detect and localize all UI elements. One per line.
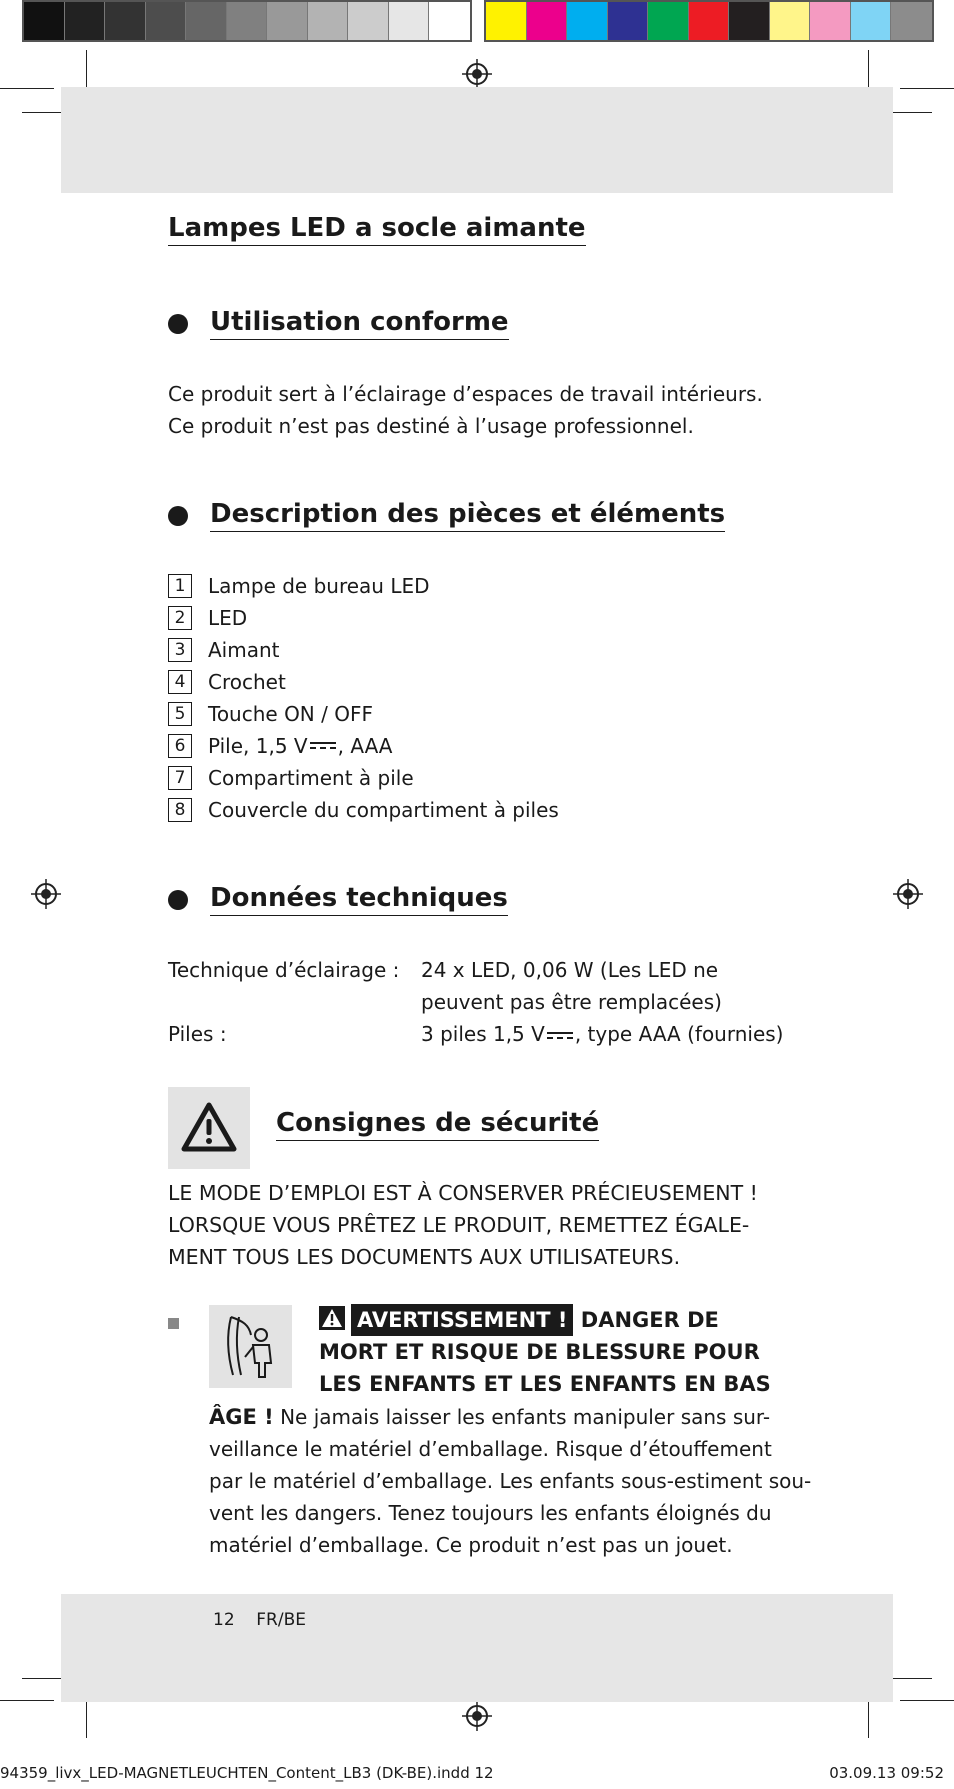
color-swatch	[24, 2, 65, 40]
crop-mark	[900, 88, 954, 89]
registration-mark-icon	[31, 879, 61, 909]
color-swatch	[608, 2, 649, 40]
spec-value	[421, 1018, 783, 1050]
grayscale-bar	[22, 0, 472, 42]
color-swatch	[308, 2, 349, 40]
warning-body-line: Ne jamais laisser les enfants manipuler sans sur-	[273, 1405, 771, 1429]
usage-line: Ce produit n’est pas destiné à l’usage professionnel.	[168, 414, 694, 438]
header-band	[61, 87, 893, 193]
safety-notice	[168, 1177, 758, 1273]
parts-list-item	[168, 762, 559, 794]
section-heading-usage	[168, 307, 509, 340]
dc-symbol-icon	[547, 1030, 573, 1042]
part-number: 8	[168, 798, 192, 822]
dc-symbol-icon	[310, 740, 336, 752]
warning-small-icon	[319, 1306, 345, 1330]
warning-text: MORT ET RISQUE DE BLESSURE POUR	[319, 1340, 760, 1364]
warning-body-line: veillance le matériel d’emballage. Risque d’étouffement	[209, 1437, 772, 1461]
warning-text: LES ENFANTS ET LES ENFANTS EN BAS	[319, 1372, 771, 1396]
part-label: Pile, 1,5 V	[208, 734, 308, 758]
part-label: Touche ON / OFF	[208, 702, 373, 726]
part-number: 2	[168, 606, 192, 630]
crop-mark	[0, 88, 54, 89]
part-number: 1	[168, 574, 192, 598]
part-label: Crochet	[208, 670, 286, 694]
color-swatch	[227, 2, 268, 40]
warning-body-line: par le matériel d’emballage. Les enfants sous-estiment sou-	[209, 1469, 812, 1493]
part-label-suffix: , AAA	[337, 734, 393, 758]
registration-mark-icon	[462, 1701, 492, 1731]
registration-mark-icon	[462, 59, 492, 89]
locale-label: FR/BE	[256, 1610, 306, 1630]
section-heading-text: Description des pièces et éléments	[210, 499, 725, 532]
part-number: 6	[168, 734, 192, 758]
spec-value: peuvent pas être remplacées)	[421, 990, 722, 1014]
part-label: Compartiment à pile	[208, 766, 414, 790]
tech-specs	[168, 954, 783, 1050]
part-number: 5	[168, 702, 192, 726]
part-label: Lampe de bureau LED	[208, 574, 430, 598]
spec-value: 24 x LED, 0,06 W (Les LED ne	[421, 958, 719, 982]
part-number: 3	[168, 638, 192, 662]
parts-list	[168, 570, 559, 826]
bullet-dot-icon	[168, 890, 188, 910]
child-hazard-icon	[209, 1305, 292, 1388]
part-label: Aimant	[208, 638, 280, 662]
color-swatch	[770, 2, 811, 40]
page-footer	[213, 1610, 306, 1630]
color-swatch	[65, 2, 106, 40]
spec-value-part: , type AAA (fournies)	[574, 1022, 784, 1046]
color-swatch	[105, 2, 146, 40]
usage-paragraph	[168, 378, 763, 442]
color-swatch	[648, 2, 689, 40]
part-label: LED	[208, 606, 248, 630]
warning-body	[209, 1401, 811, 1561]
color-swatch	[348, 2, 389, 40]
color-swatch	[851, 2, 892, 40]
warning-text: ÂGE !	[209, 1405, 274, 1429]
warning-body-line: vent les dangers. Tenez toujours les enfants éloignés du	[209, 1501, 772, 1525]
section-heading-tech	[168, 883, 508, 916]
parts-list-item	[168, 698, 559, 730]
print-slug-date: 03.09.13 09:52	[829, 1764, 944, 1782]
safety-notice-line: MENT TOUS LES DOCUMENTS AUX UTILISATEURS.	[168, 1245, 681, 1269]
color-bar	[484, 0, 934, 42]
crop-mark	[86, 1696, 87, 1738]
section-heading-parts	[168, 499, 725, 532]
part-label: Couvercle du compartiment à piles	[208, 798, 559, 822]
bullet-dot-icon	[168, 314, 188, 334]
warning-body-line: matériel d’emballage. Ce produit n’est pas un jouet.	[209, 1533, 733, 1557]
page-number: 12	[213, 1610, 235, 1630]
page-title: Lampes LED a socle aimante	[168, 213, 586, 246]
safety-notice-line: LORSQUE VOUS PRÊTEZ LE PRODUIT, REMETTEZ ÉGALE-	[168, 1213, 750, 1237]
crop-mark	[868, 1696, 869, 1738]
footer-band	[61, 1594, 893, 1702]
parts-list-item	[168, 666, 559, 698]
safety-notice-line: LE MODE D’EMPLOI EST À CONSERVER PRÉCIEUSEMENT !	[168, 1181, 758, 1205]
parts-list-item	[168, 570, 559, 602]
color-swatch	[810, 2, 851, 40]
part-number: 4	[168, 670, 192, 694]
color-swatch	[146, 2, 187, 40]
crop-mark	[900, 1700, 954, 1701]
part-number: 7	[168, 766, 192, 790]
color-swatch	[527, 2, 568, 40]
color-swatch	[429, 2, 470, 40]
section-heading-safety: Consignes de sécurité	[276, 1108, 599, 1141]
parts-list-item	[168, 794, 559, 826]
color-swatch	[729, 2, 770, 40]
spec-label: Piles :	[168, 1022, 227, 1046]
spec-value-part: 3 piles 1,5 V	[421, 1022, 545, 1046]
color-swatch	[186, 2, 227, 40]
crop-mark	[0, 1700, 54, 1701]
spec-label: Technique d’éclairage :	[168, 958, 400, 982]
section-heading-text: Utilisation conforme	[210, 307, 509, 340]
color-swatch	[891, 2, 932, 40]
print-slug-file: 94359_livx_LED-MAGNETLEUCHTEN_Content_LB3 (DK-BE).indd 12	[0, 1764, 494, 1782]
warning-badge: AVERTISSEMENT !	[351, 1304, 573, 1336]
parts-list-item	[168, 602, 559, 634]
parts-list-item	[168, 730, 559, 762]
color-swatch	[389, 2, 430, 40]
square-bullet-icon	[168, 1318, 179, 1329]
usage-line: Ce produit sert à l’éclairage d’espaces de travail intérieurs.	[168, 382, 763, 406]
warning-triangle-icon	[168, 1087, 250, 1169]
section-heading-text: Données techniques	[210, 883, 508, 916]
registration-mark-icon	[893, 879, 923, 909]
warning-heading	[319, 1304, 771, 1400]
bullet-dot-icon	[168, 506, 188, 526]
warning-text: DANGER DE	[580, 1308, 719, 1332]
color-swatch	[267, 2, 308, 40]
parts-list-item	[168, 634, 559, 666]
color-swatch	[689, 2, 730, 40]
color-swatch	[486, 2, 527, 40]
color-swatch	[567, 2, 608, 40]
